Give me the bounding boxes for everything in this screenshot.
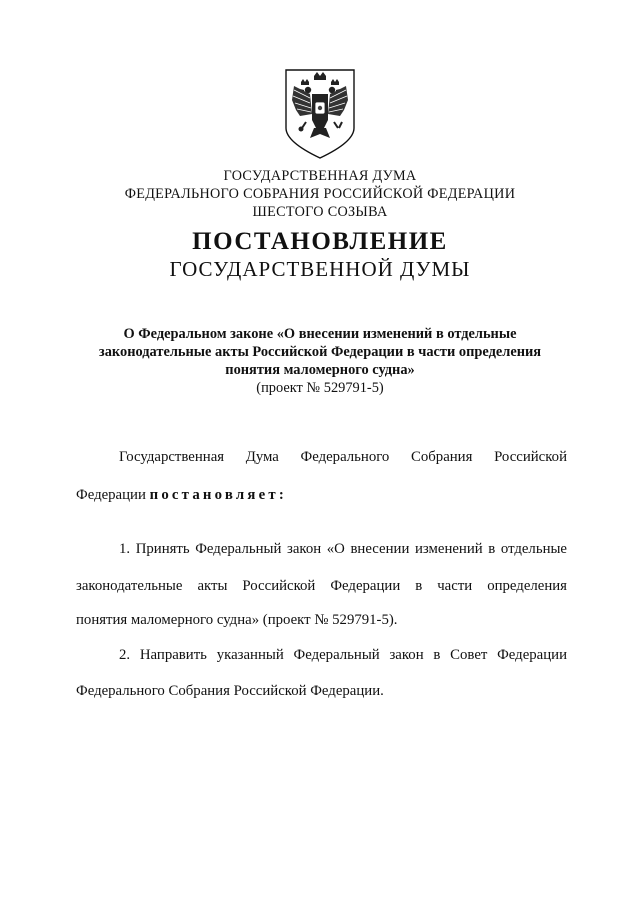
item-2-line-1: 2. Направить указанный Федеральный закон в Совет Федерации [119,647,567,663]
preamble-line-1: Государственная Дума Федерального Собрания Российской [119,449,567,465]
item-1-line-2: законодательные акты Российской Федерации в части определения [76,578,567,594]
document-title: ПОСТАНОВЛЕНИЕ [192,228,448,255]
coat-of-arms-icon [284,66,356,160]
bill-title-line-1: О Федеральном законе «О внесении изменений в отдельные [123,326,517,342]
document-subtitle: ГОСУДАРСТВЕННОЙ ДУМЫ [169,257,471,281]
item-2-line-2: Федерального Собрания Российской Федерации. [76,683,384,699]
item-1-line-3: понятия маломерного судна» (проект № 529791-5). [76,612,398,628]
bill-title-line-2: законодательные акты Российской Федерации в части определения [98,344,542,360]
header-line-1: ГОСУДАРСТВЕННАЯ ДУМА [223,168,417,184]
bill-project-number: (проект № 529791-5) [256,380,384,396]
header-line-2: ФЕДЕРАЛЬНОГО СОБРАНИЯ РОССИЙСКОЙ ФЕДЕРАЦИИ [124,186,516,202]
item-1-line-1: 1. Принять Федеральный закон «О внесении изменений в отдельные [119,541,567,557]
preamble-federation: Федерации [76,487,146,503]
bill-title-line-3: понятия маломерного судна» [225,362,415,378]
preamble-line-2 [76,486,287,504]
preamble-action: постановляет: [149,487,287,503]
header-line-3: ШЕСТОГО СОЗЫВА [252,204,388,220]
